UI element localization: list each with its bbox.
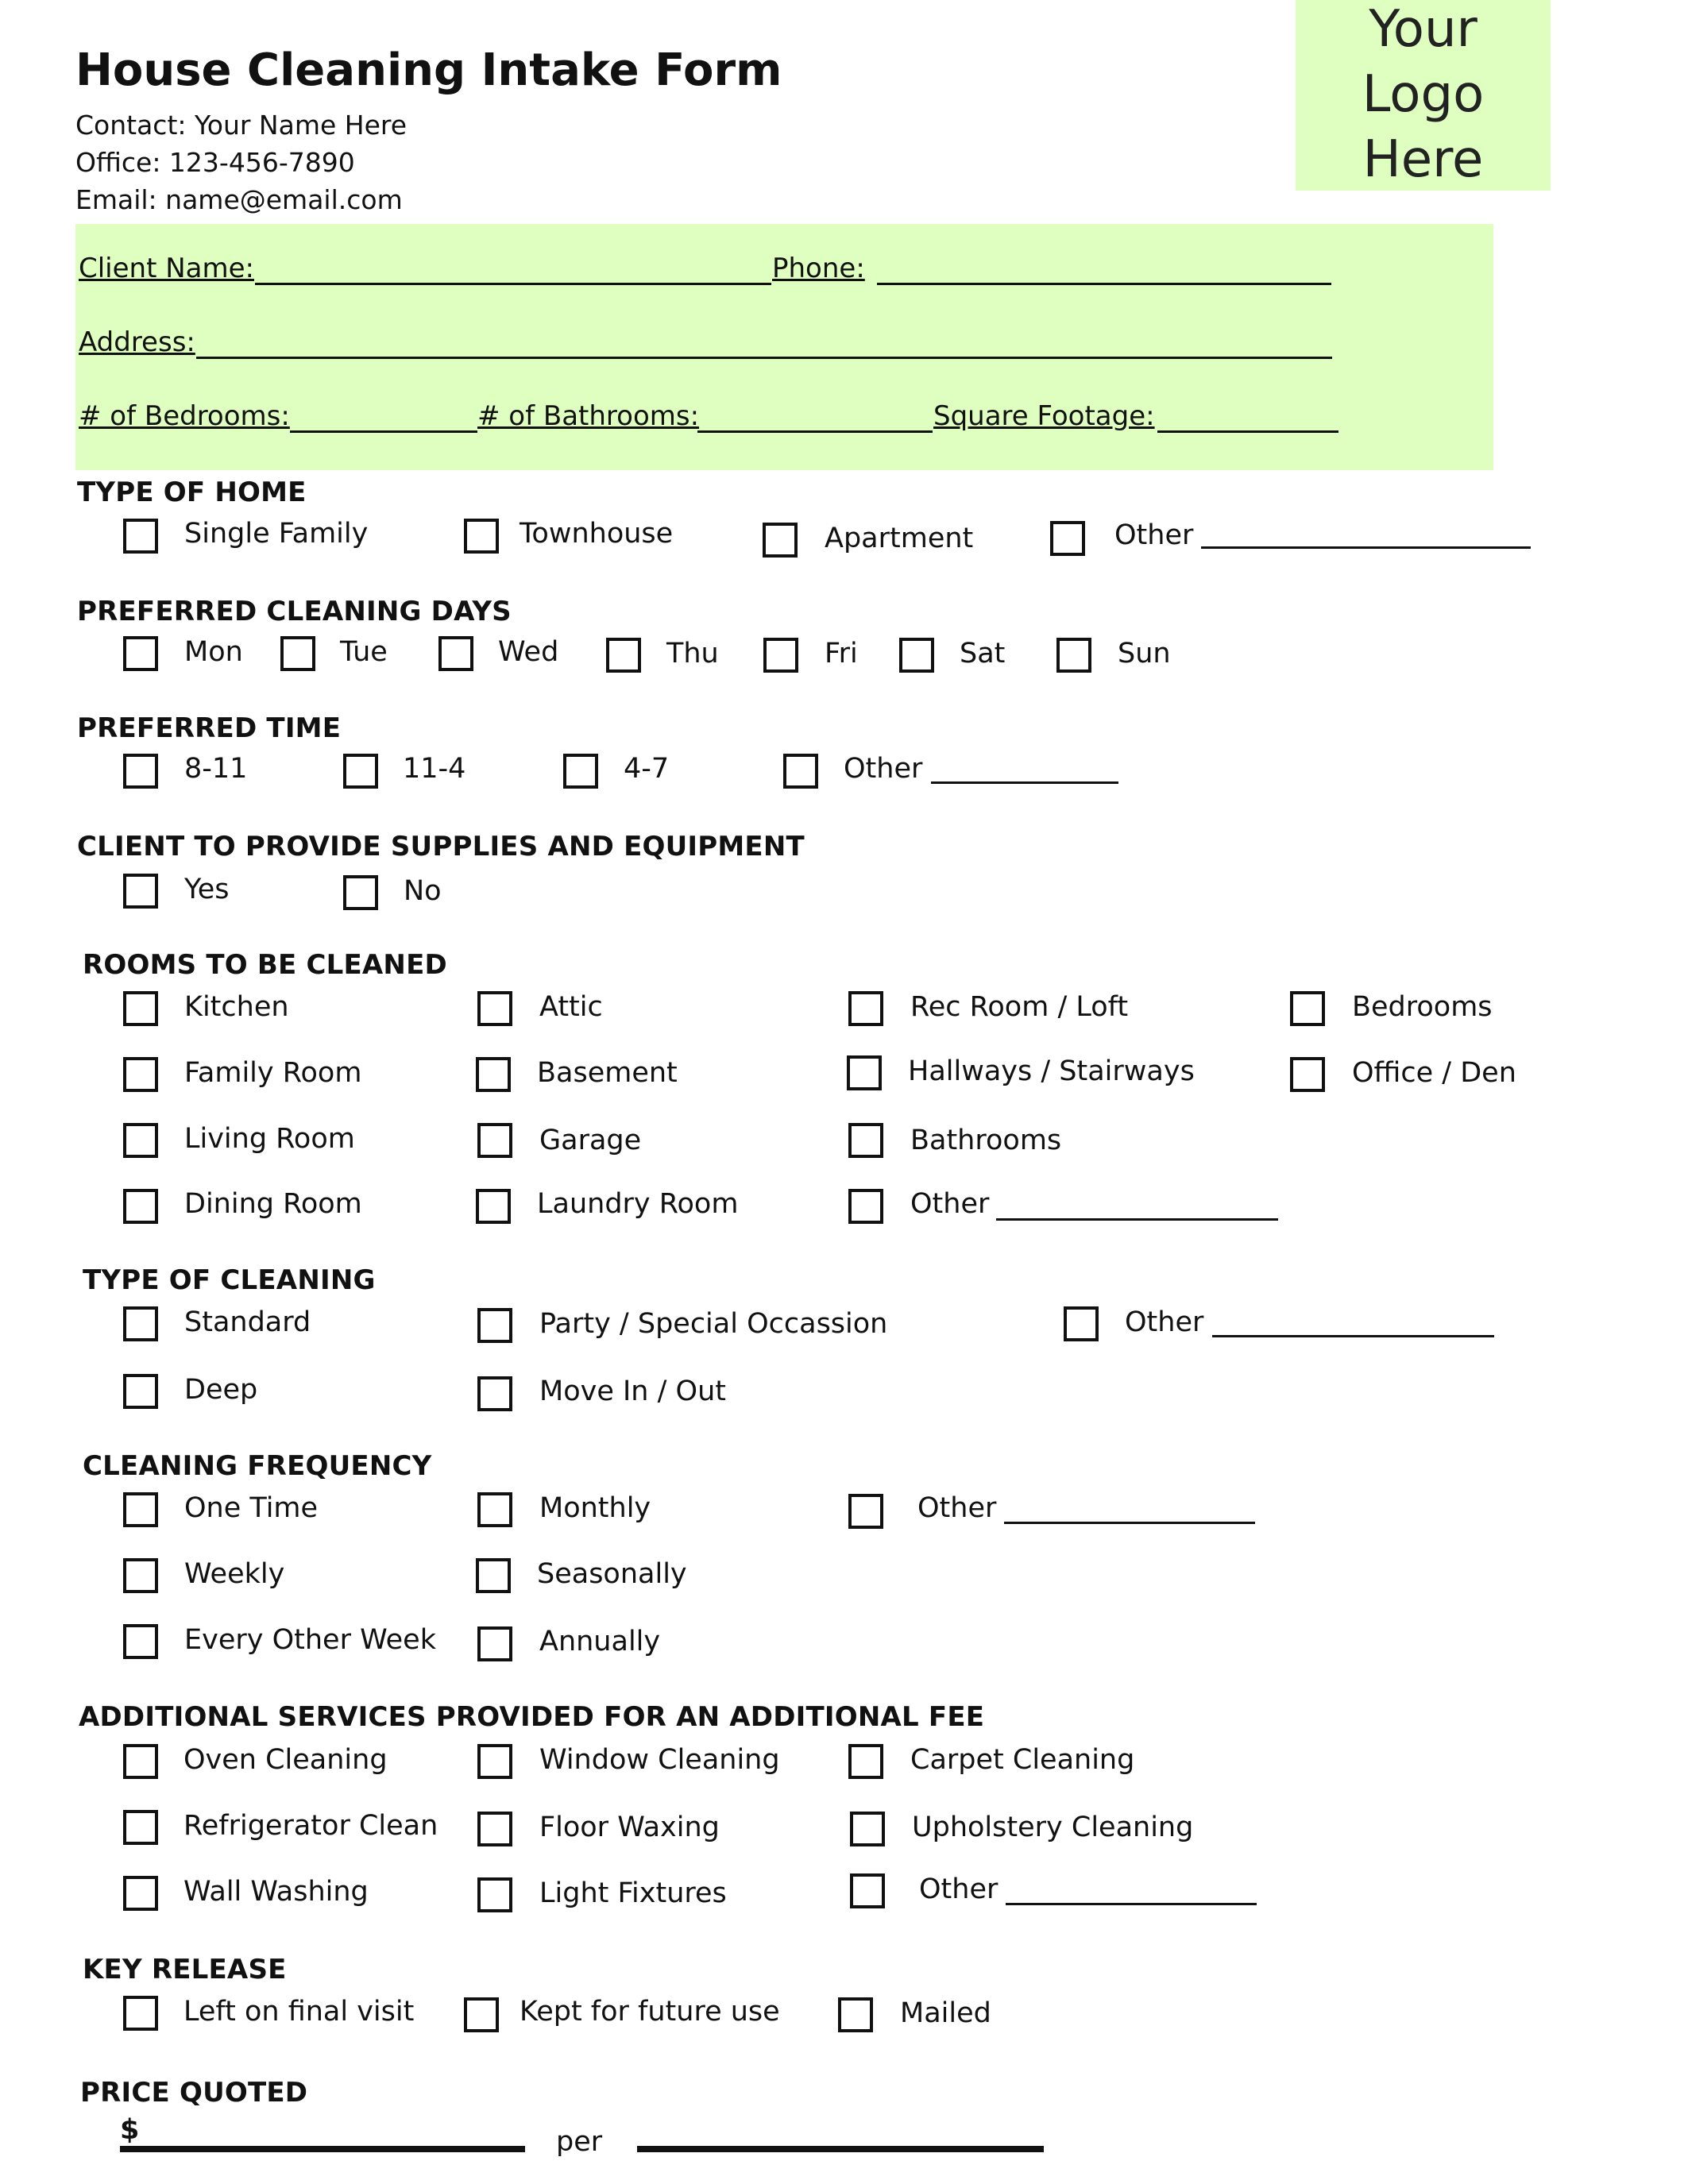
svc-window-checkbox[interactable] xyxy=(477,1744,512,1779)
square-footage-label: Square Footage: xyxy=(933,400,1155,432)
time-other-field[interactable] xyxy=(931,781,1118,784)
cleaning-party-label: Party / Special Occassion xyxy=(539,1308,888,1340)
day-sat-checkbox[interactable] xyxy=(899,638,934,673)
cleaning-party-checkbox[interactable] xyxy=(477,1308,512,1343)
svc-light-fixtures-checkbox[interactable] xyxy=(477,1877,512,1912)
rooms-heading: ROOMS TO BE CLEANED xyxy=(83,949,447,981)
day-fri-label: Fri xyxy=(825,638,858,669)
logo-text-line: Logo xyxy=(1362,65,1485,125)
supplies-heading: CLIENT TO PROVIDE SUPPLIES AND EQUIPMENT xyxy=(77,831,805,862)
freq-weekly-checkbox[interactable] xyxy=(123,1558,158,1593)
time-4-7-checkbox[interactable] xyxy=(563,754,598,789)
time-8-11-label: 8-11 xyxy=(184,753,248,785)
room-hallways-label: Hallways / Stairways xyxy=(908,1055,1195,1087)
client-name-label: Client Name: xyxy=(79,253,254,284)
room-laundry-room-checkbox[interactable] xyxy=(476,1189,511,1224)
key-mailed-checkbox[interactable] xyxy=(838,1997,873,2032)
cleaning-other-field[interactable] xyxy=(1212,1335,1494,1337)
freq-other-label: Other xyxy=(917,1492,997,1524)
room-bedrooms-label: Bedrooms xyxy=(1352,991,1493,1023)
day-mon-checkbox[interactable] xyxy=(123,636,158,671)
single-family-checkbox[interactable] xyxy=(123,519,158,554)
room-bathrooms-checkbox[interactable] xyxy=(848,1123,883,1158)
room-hallways-checkbox[interactable] xyxy=(847,1055,882,1090)
freq-monthly-checkbox[interactable] xyxy=(477,1492,512,1527)
room-office-den-checkbox[interactable] xyxy=(1290,1057,1325,1092)
room-family-room-checkbox[interactable] xyxy=(123,1057,158,1092)
day-thu-checkbox[interactable] xyxy=(606,638,641,673)
freq-seasonally-checkbox[interactable] xyxy=(476,1558,511,1593)
room-family-room-label: Family Room xyxy=(184,1057,362,1089)
svc-wall-washing-checkbox[interactable] xyxy=(123,1876,158,1911)
time-4-7-label: 4-7 xyxy=(624,753,670,785)
time-other-checkbox[interactable] xyxy=(783,754,818,789)
supplies-no-label: No xyxy=(404,875,442,907)
home-other-field[interactable] xyxy=(1201,546,1531,549)
svc-wall-washing-label: Wall Washing xyxy=(183,1876,369,1908)
svc-refrigerator-label: Refrigerator Clean xyxy=(183,1810,438,1842)
svc-upholstery-label: Upholstery Cleaning xyxy=(912,1812,1194,1843)
price-heading: PRICE QUOTED xyxy=(80,2077,308,2109)
freq-weekly-label: Weekly xyxy=(184,1558,285,1590)
cleaning-other-checkbox[interactable] xyxy=(1064,1306,1099,1341)
bedrooms-label: # of Bedrooms: xyxy=(79,400,290,432)
freq-annually-label: Annually xyxy=(539,1626,661,1657)
time-11-4-label: 11-4 xyxy=(403,753,466,785)
supplies-yes-label: Yes xyxy=(184,874,230,905)
room-rec-room-checkbox[interactable] xyxy=(848,991,883,1026)
svc-other-field[interactable] xyxy=(1006,1903,1257,1905)
cleaning-standard-label: Standard xyxy=(184,1306,311,1338)
client-name-field[interactable] xyxy=(255,283,771,285)
svc-window-label: Window Cleaning xyxy=(539,1744,780,1776)
day-fri-checkbox[interactable] xyxy=(763,638,798,673)
room-kitchen-checkbox[interactable] xyxy=(123,991,158,1026)
freq-one-time-checkbox[interactable] xyxy=(123,1492,158,1527)
svc-light-fixtures-label: Light Fixtures xyxy=(539,1877,727,1909)
cleaning-type-heading: TYPE OF CLEANING xyxy=(83,1264,376,1296)
room-bedrooms-checkbox[interactable] xyxy=(1290,991,1325,1026)
cleaning-days-heading: PREFERRED CLEANING DAYS xyxy=(77,596,512,627)
cleaning-move-checkbox[interactable] xyxy=(477,1376,512,1411)
contact-name: Contact: Your Name Here xyxy=(75,110,408,141)
address-field[interactable] xyxy=(196,357,1332,359)
freq-one-time-label: One Time xyxy=(184,1492,319,1524)
room-garage-label: Garage xyxy=(539,1125,642,1156)
svc-carpet-label: Carpet Cleaning xyxy=(910,1744,1135,1776)
key-kept-label: Kept for future use xyxy=(520,1996,780,2028)
room-basement-label: Basement xyxy=(537,1057,678,1089)
cleaning-standard-checkbox[interactable] xyxy=(123,1306,158,1341)
room-garage-checkbox[interactable] xyxy=(477,1123,512,1158)
day-wed-label: Wed xyxy=(498,636,559,668)
key-left-checkbox[interactable] xyxy=(123,1996,158,2031)
phone-field[interactable] xyxy=(877,283,1331,285)
room-living-room-checkbox[interactable] xyxy=(123,1123,158,1158)
freq-every-other-week-checkbox[interactable] xyxy=(123,1624,158,1659)
client-name-row xyxy=(79,253,1350,292)
key-release-heading: KEY RELEASE xyxy=(83,1954,287,1985)
home-other-label: Other xyxy=(1114,519,1194,551)
day-tue-label: Tue xyxy=(340,636,388,668)
form-title: House Cleaning Intake Form xyxy=(75,44,782,96)
townhouse-checkbox[interactable] xyxy=(464,519,499,554)
svc-floor-waxing-label: Floor Waxing xyxy=(539,1812,720,1843)
cleaning-move-label: Move In / Out xyxy=(539,1376,726,1407)
room-laundry-room-label: Laundry Room xyxy=(537,1188,739,1220)
bathrooms-field[interactable] xyxy=(697,430,933,433)
dollar-sign: $ xyxy=(120,2114,140,2146)
price-amount-field[interactable] xyxy=(120,2146,525,2152)
contact-email: Email: name@email.com xyxy=(75,184,403,215)
svc-oven-label: Oven Cleaning xyxy=(183,1744,388,1776)
svc-carpet-checkbox[interactable] xyxy=(848,1744,883,1779)
day-thu-label: Thu xyxy=(666,638,719,669)
day-mon-label: Mon xyxy=(184,636,243,668)
room-office-den-label: Office / Den xyxy=(1352,1057,1516,1089)
room-other-checkbox[interactable] xyxy=(848,1189,883,1224)
svc-other-checkbox[interactable] xyxy=(850,1873,885,1908)
cleaning-deep-checkbox[interactable] xyxy=(123,1374,158,1409)
day-sun-label: Sun xyxy=(1118,638,1171,669)
time-8-11-checkbox[interactable] xyxy=(123,754,158,789)
room-other-field[interactable] xyxy=(996,1218,1278,1221)
svc-upholstery-checkbox[interactable] xyxy=(850,1812,885,1846)
day-sat-label: Sat xyxy=(960,638,1006,669)
phone-label: Phone: xyxy=(772,253,865,284)
room-attic-checkbox[interactable] xyxy=(477,991,512,1026)
square-footage-field[interactable] xyxy=(1157,430,1338,433)
office-phone: Office: 123-456-7890 xyxy=(75,147,355,178)
key-left-label: Left on final visit xyxy=(183,1996,415,2028)
cleaning-other-label: Other xyxy=(1125,1306,1204,1338)
preferred-time-heading: PREFERRED TIME xyxy=(77,712,342,744)
supplies-no-checkbox[interactable] xyxy=(343,875,378,910)
svc-floor-waxing-checkbox[interactable] xyxy=(477,1812,512,1846)
freq-monthly-label: Monthly xyxy=(539,1492,651,1524)
time-11-4-checkbox[interactable] xyxy=(343,754,378,789)
logo-text-line: Your xyxy=(1369,0,1477,60)
freq-annually-checkbox[interactable] xyxy=(477,1626,512,1661)
apartment-checkbox[interactable] xyxy=(763,523,798,558)
room-dining-room-label: Dining Room xyxy=(184,1188,362,1220)
day-sun-checkbox[interactable] xyxy=(1056,638,1091,673)
room-attic-label: Attic xyxy=(539,991,603,1023)
logo-placeholder xyxy=(1296,0,1551,191)
type-of-home-heading: TYPE OF HOME xyxy=(77,477,307,508)
svc-refrigerator-checkbox[interactable] xyxy=(123,1810,158,1845)
home-other-checkbox[interactable] xyxy=(1050,521,1085,556)
key-kept-checkbox[interactable] xyxy=(464,1997,499,2032)
room-basement-checkbox[interactable] xyxy=(476,1057,511,1092)
room-kitchen-label: Kitchen xyxy=(184,991,289,1023)
room-bathrooms-label: Bathrooms xyxy=(910,1125,1062,1156)
room-rec-room-label: Rec Room / Loft xyxy=(910,991,1129,1023)
frequency-heading: CLEANING FREQUENCY xyxy=(83,1450,432,1482)
bedrooms-field[interactable] xyxy=(290,430,477,433)
bathrooms-label: # of Bathrooms: xyxy=(477,400,700,432)
property-details-row xyxy=(79,400,1350,440)
svc-other-label: Other xyxy=(919,1873,999,1905)
cleaning-deep-label: Deep xyxy=(184,1374,258,1406)
freq-other-field[interactable] xyxy=(1004,1522,1255,1524)
time-other-label: Other xyxy=(844,753,923,785)
townhouse-label: Townhouse xyxy=(520,518,674,550)
address-row xyxy=(79,326,1350,366)
per-label: per xyxy=(556,2126,603,2158)
single-family-label: Single Family xyxy=(184,518,369,550)
price-period-field[interactable] xyxy=(637,2146,1044,2152)
room-other-label: Other xyxy=(910,1188,990,1220)
room-dining-room-checkbox[interactable] xyxy=(123,1189,158,1224)
freq-other-checkbox[interactable] xyxy=(848,1494,883,1529)
freq-every-other-week-label: Every Other Week xyxy=(184,1624,436,1656)
day-tue-checkbox[interactable] xyxy=(280,636,315,671)
key-mailed-label: Mailed xyxy=(900,1997,991,2029)
address-label: Address: xyxy=(79,326,195,358)
supplies-yes-checkbox[interactable] xyxy=(123,874,158,909)
freq-seasonally-label: Seasonally xyxy=(537,1558,687,1590)
day-wed-checkbox[interactable] xyxy=(438,636,473,671)
additional-services-heading: ADDITIONAL SERVICES PROVIDED FOR AN ADDITIONAL FEE xyxy=(79,1701,985,1733)
room-living-room-label: Living Room xyxy=(184,1123,355,1155)
logo-text-line: Here xyxy=(1362,129,1484,189)
svc-oven-checkbox[interactable] xyxy=(123,1744,158,1779)
apartment-label: Apartment xyxy=(825,523,974,554)
